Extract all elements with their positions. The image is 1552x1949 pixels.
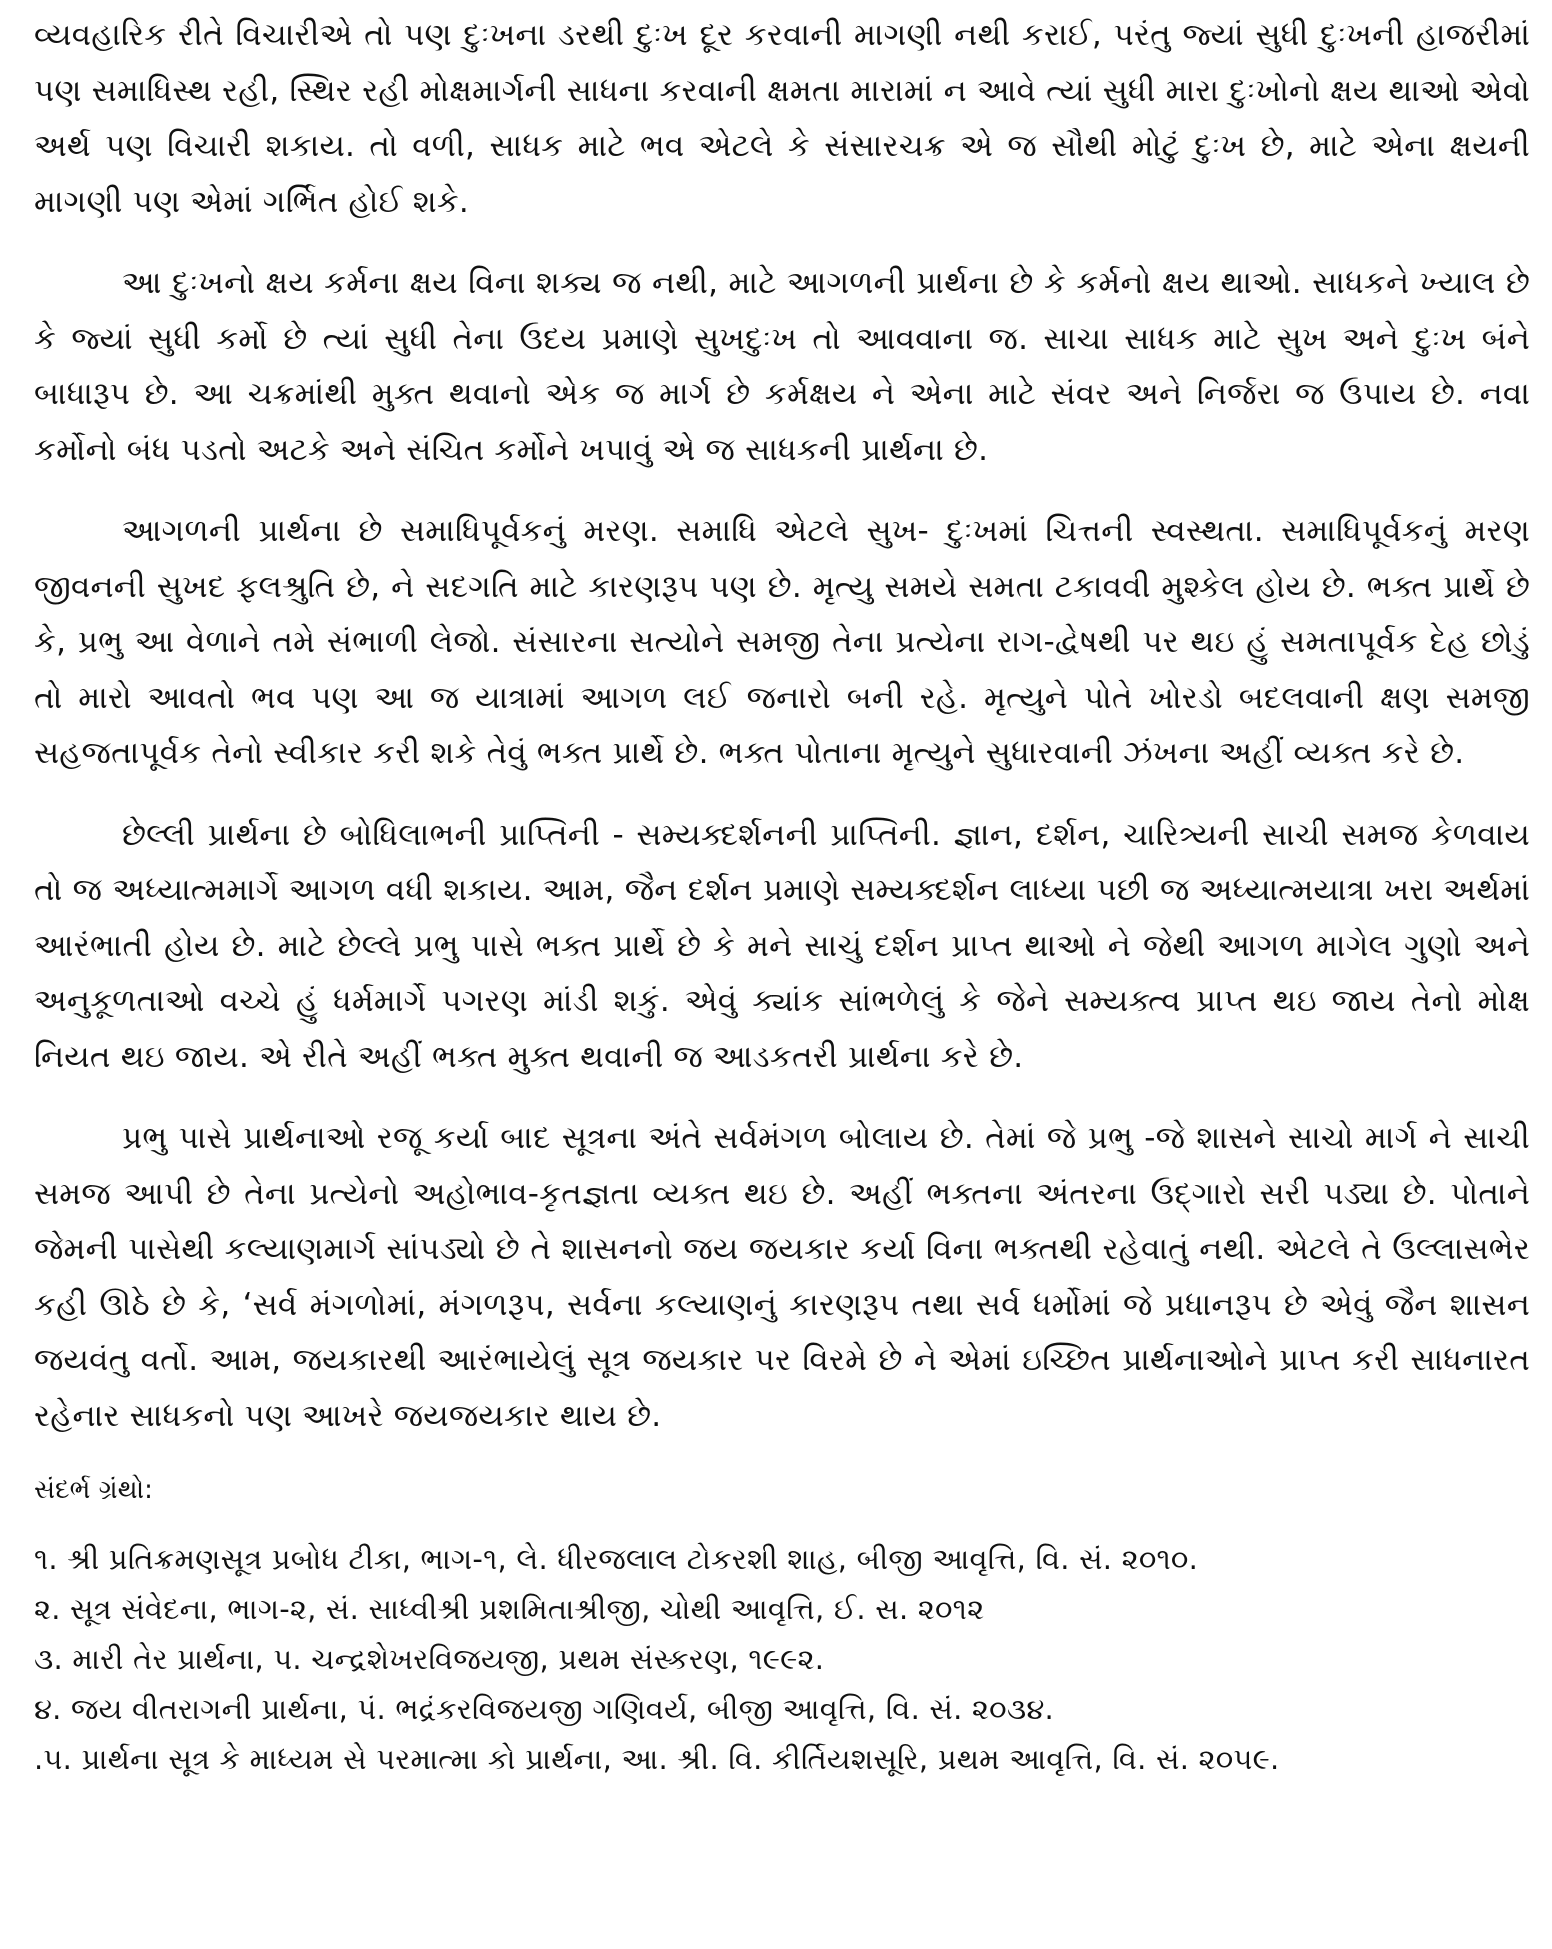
reference-item: ૨. સૂત્ર સંવેદના, ભાગ-૨, સં. સાધ્વીશ્રી પ્રશમિતાશ્રીજી, ચોથી આવૃત્તિ, ઈ. સ. ૨૦૧૨: [34, 1592, 985, 1626]
reference-item: ૪. જય વીતરાગની પ્રાર્થના, પં. ભદ્રંકરવિજયજી ગણિવર્ય, બીજી આવૃત્તિ, વિ. સં. ૨૦૩૪.: [34, 1692, 1054, 1726]
references-heading: સંદર્ભ ગ્રંથો:: [34, 1475, 153, 1505]
references-list: [34, 1534, 1530, 1784]
body-paragraph-1: વ્યવહારિક રીતે વિચારીએ તો પણ દુઃખના ડરથી દુઃખ દૂર કરવાની માગણી નથી કરાઈ, પરંતુ જ્યાં સુધી દુઃખની હાજરીમાં પણ સમાધિસ્થ રહી, સ્થિર રહી મોક્ષમાર્ગની સાધના કરવાની ક્ષમતા મારામાં ન આવે ત્યાં સુધી મારા દુઃખોનો ક્ષય થાઓ એવો અર્થ પણ વિચારી શકાય. તો વળી, સાધક માટે ભવ એટલે કે સંસારચક્ર એ જ સૌથી મોટું દુઃખ છે, માટે એના ક્ષયની માગણી પણ એમાં ગર્ભિત હોઈ શકે.: [34, 17, 1530, 220]
reference-item: ૧. શ્રી પ્રતિક્રમણસૂત્ર પ્રબોધ ટીકા, ભાગ-૧, લે. ધીરજલાલ ટોકરશી શાહ, બીજી આવૃત્તિ, વિ. સં. ૨૦૧૦.: [34, 1542, 1199, 1576]
body-paragraph-3: આગળની પ્રાર્થના છે સમાધિપૂર્વકનું મરણ. સમાધિ એટલે સુખ- દુઃખમાં ચિત્તની સ્વસ્થતા. સમાધિપૂર્વકનું મરણ જીવનની સુખદ ફલશ્રુતિ છે, ને સદગતિ માટે કારણરૂપ પણ છે. મૃત્યુ સમયે સમતા ટકાવવી મુશ્કેલ હોય છે. ભક્ત પ્રાર્થે છે કે, પ્રભુ આ વેળાને તમે સંભાળી લેજો. સંસારના સત્યોને સમજી તેના પ્રત્યેના રાગ-દ્વેષથી પર થઇ હું સમતાપૂર્વક દેહ છોડું તો મારો આવતો ભવ પણ આ જ યાત્રામાં આગળ લઈ જનારો બની રહે. મૃત્યુને પોતે ખોરડો બદલવાની ક્ષણ સમજી સહજતાપૂર્વક તેનો સ્વીકાર કરી શકે તેવું ભક્ત પ્રાર્થે છે. ભક્ત પોતાના મૃત્યુને સુધારવાની ઝંખના અહીં વ્યક્ત કરે છે.: [34, 513, 1530, 771]
body-paragraph-5: પ્રભુ પાસે પ્રાર્થનાઓ રજૂ કર્યા બાદ સૂત્રના અંતે સર્વમંગળ બોલાય છે. તેમાં જે પ્રભુ -જે શાસને સાચો માર્ગ ને સાચી સમજ આપી છે તેના પ્રત્યેનો અહોભાવ-કૃતજ્ઞતા વ્યક્ત થઇ છે. અહીં ભક્તના અંતરના ઉદ્ગારો સરી પડ્યા છે. પોતાને જેમની પાસેથી કલ્યાણમાર્ગ સાંપડ્યો છે તે શાસનનો જય જયકાર કર્યા વિના ભક્તથી રહેવાતું નથી. એટલે તે ઉલ્લાસભેર કહી ઊઠે છે કે, ‘સર્વ મંગળોમાં, મંગળરૂપ, સર્વના કલ્યાણનું કારણરૂપ તથા સર્વ ધર્મોમાં જે પ્રધાનરૂપ છે એવું જૈન શાસન જયવંતુ વર્તો. આમ, જયકારથી આરંભાયેલું સૂત્ર જયકાર પર વિરમે છે ને એમાં ઇચ્છિત પ્રાર્થનાઓને પ્રાપ્ત કરી સાધનારત રહેનાર સાધકનો પણ આખરે જયજયકાર થાય છે.: [34, 1120, 1530, 1434]
reference-item: ૩. મારી તેર પ્રાર્થના, પ. ચન્દ્રશેખરવિજયજી, પ્રથમ સંસ્કરણ, ૧૯૯૨.: [34, 1642, 825, 1676]
reference-item: .૫. પ્રાર્થના સૂત્ર કે માધ્યમ સે પરમાત્મા કો પ્રાર્થના, આ. શ્રી. વિ. કીર્તિયશસૂરિ, પ્રથમ આવૃત્તિ, વિ. સં. ૨૦૫૯.: [34, 1742, 1280, 1776]
body-paragraph-2: આ દુઃખનો ક્ષય કર્મના ક્ષય વિના શક્ય જ નથી, માટે આગળની પ્રાર્થના છે કે કર્મનો ક્ષય થાઓ. સાધકને ખ્યાલ છે કે જ્યાં સુધી કર્મો છે ત્યાં સુધી તેના ઉદય પ્રમાણે સુખદુઃખ તો આવવાના જ. સાચા સાધક માટે સુખ અને દુઃખ બંને બાધારૂપ છે. આ ચક્રમાંથી મુક્ત થવાનો એક જ માર્ગ છે કર્મક્ષય ને એના માટે સંવર અને નિર્જરા જ ઉપાય છે. નવા કર્મોનો બંધ પડતો અટકે અને સંચિત કર્મોને ખપાવું એ જ સાધકની પ્રાર્થના છે.: [34, 265, 1530, 468]
body-paragraph-4: છેલ્લી પ્રાર્થના છે બોધિલાભની પ્રાપ્તિની - સમ્યક્દર્શનની પ્રાપ્તિની. જ્ઞાન, દર્શન, ચારિત્ર્યની સાચી સમજ કેળવાય તો જ અધ્યાત્મમાર્ગે આગળ વધી શકાય. આમ, જૈન દર્શન પ્રમાણે સમ્યક્દર્શન લાધ્યા પછી જ અધ્યાત્મયાત્રા ખરા અર્થમાં આરંભાતી હોય છે. માટે છેલ્લે પ્રભુ પાસે ભક્ત પ્રાર્થે છે કે મને સાચું દર્શન પ્રાપ્ત થાઓ ને જેથી આગળ માગેલ ગુણો અને અનુકૂળતાઓ વચ્ચે હું ધર્મમાર્ગે પગરણ માંડી શકું. એવું ક્યાંક સાંભળેલું કે જેને સમ્યક્ત્વ પ્રાપ્ત થઇ જાય તેનો મોક્ષ નિયત થઇ જાય. એ રીતે અહીં ભક્ત મુક્ત થવાની જ આડકતરી પ્રાર્થના કરે છે.: [34, 816, 1530, 1075]
